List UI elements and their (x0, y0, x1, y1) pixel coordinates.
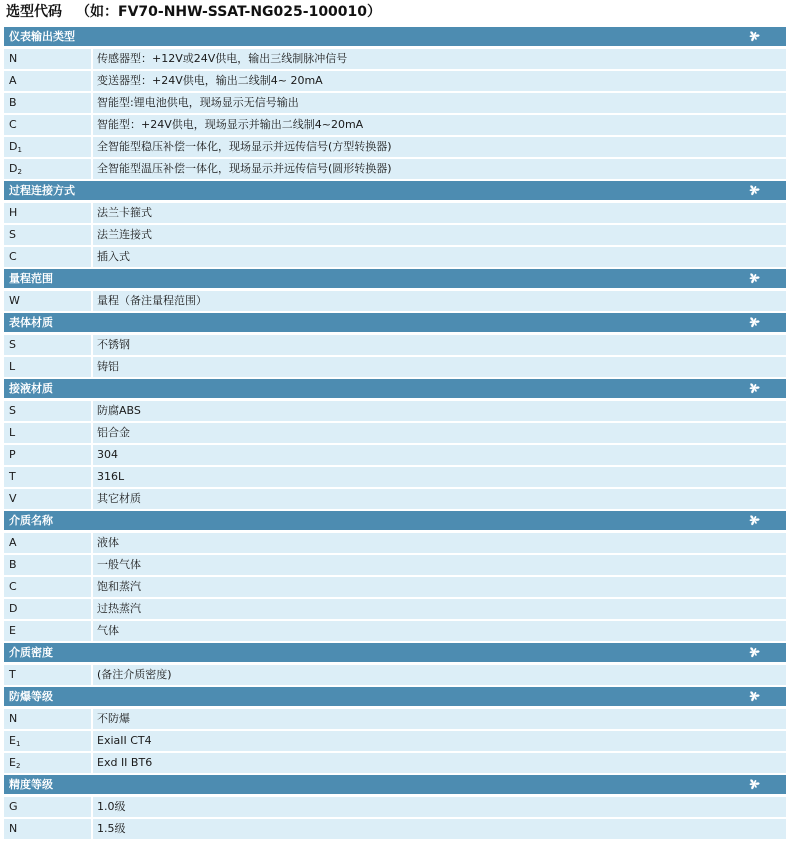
option-description: 传感器型：+12V或24V供电，输出三线制脉冲信号 (93, 49, 786, 69)
option-code-subscript: 2 (17, 168, 22, 176)
fan-icon (746, 644, 762, 660)
option-code: N (4, 709, 93, 729)
option-description: 气体 (93, 621, 786, 641)
option-code: A (4, 71, 93, 91)
option-description: 智能型：+24V供电，现场显示并输出二线制4~20mA (93, 115, 786, 135)
section-title: 接液材质 (9, 382, 53, 395)
table-row (4, 401, 786, 423)
option-description: 304 (93, 445, 786, 465)
option-description: 1.0级 (93, 797, 786, 817)
option-code: L (4, 423, 93, 443)
option-description: 法兰卡箍式 (93, 203, 786, 223)
option-code: T (4, 467, 93, 487)
section-title: 介质密度 (9, 646, 53, 659)
section-header-range (4, 269, 786, 291)
option-code: L (4, 357, 93, 377)
option-code: S (4, 335, 93, 355)
option-description: 铝合金 (93, 423, 786, 443)
table-row (4, 137, 786, 159)
section-header-output-type (4, 27, 786, 49)
table-row (4, 225, 786, 247)
option-code: S (4, 225, 93, 245)
option-code: B (4, 93, 93, 113)
fan-icon (746, 270, 762, 286)
table-row (4, 665, 786, 687)
selection-code-table (4, 26, 786, 841)
example-code: （如：FV70-NHW-SSAT-NG025-100010） (76, 4, 382, 20)
section-header-medium-density (4, 643, 786, 665)
table-row (4, 247, 786, 269)
option-description: ExiaII CT4 (93, 731, 786, 751)
section-title: 精度等级 (9, 778, 53, 791)
option-description: 过热蒸汽 (93, 599, 786, 619)
table-row (4, 731, 786, 753)
option-code: V (4, 489, 93, 509)
table-row (4, 599, 786, 621)
option-code-subscript: 1 (17, 146, 22, 154)
table-row (4, 203, 786, 225)
option-code: T (4, 665, 93, 685)
table-row (4, 291, 786, 313)
table-row (4, 621, 786, 643)
option-description: 不防爆 (93, 709, 786, 729)
section-header-body-material (4, 313, 786, 335)
fan-icon (746, 182, 762, 198)
option-code-subscript: 2 (15, 762, 21, 770)
table-row (4, 819, 786, 841)
option-code: $E_1$ (4, 731, 93, 751)
section-title: 过程连接方式 (9, 184, 75, 197)
fan-icon (746, 380, 762, 396)
section-header-wetted-material (4, 379, 786, 401)
option-code: H (4, 203, 93, 223)
option-code: E (4, 621, 93, 641)
option-description: 防腐ABS (93, 401, 786, 421)
fan-icon (746, 512, 762, 528)
section-title: 仪表输出类型 (9, 30, 75, 43)
section-title: 量程范围 (9, 272, 53, 285)
table-row (4, 467, 786, 489)
option-code: B (4, 555, 93, 575)
table-row (4, 115, 786, 137)
page-title: 选型代码 (6, 4, 62, 20)
option-code: $D_1$ (4, 137, 93, 157)
option-code: S (4, 401, 93, 421)
section-title: 介质名称 (9, 514, 53, 527)
option-description: 1.5级 (93, 819, 786, 839)
option-description: 饱和蒸汽 (93, 577, 786, 597)
option-description: 316L (93, 467, 786, 487)
option-code: $D_2$ (4, 159, 93, 179)
option-code: C (4, 247, 93, 267)
table-row (4, 797, 786, 819)
section-header-process-connection (4, 181, 786, 203)
option-code: N (4, 819, 93, 839)
table-row (4, 445, 786, 467)
option-description: 液体 (93, 533, 786, 553)
option-description: 铸铝 (93, 357, 786, 377)
option-description: 法兰连接式 (93, 225, 786, 245)
option-code: N (4, 49, 93, 69)
option-code: W (4, 291, 93, 311)
option-description: 一般气体 (93, 555, 786, 575)
section-header-medium-name (4, 511, 786, 533)
table-row (4, 555, 786, 577)
fan-icon (746, 776, 762, 792)
section-title: 防爆等级 (9, 690, 53, 703)
option-code: G (4, 797, 93, 817)
table-row (4, 489, 786, 511)
table-row (4, 159, 786, 181)
option-description: 不锈钢 (93, 335, 786, 355)
table-row (4, 709, 786, 731)
option-description: (备注介质密度) (93, 665, 786, 685)
option-description: 插入式 (93, 247, 786, 267)
option-code-subscript: 1 (15, 740, 21, 748)
option-code: A (4, 533, 93, 553)
table-row (4, 357, 786, 379)
option-code: P (4, 445, 93, 465)
option-description: 全智能型温压补偿一体化，现场显示并远传信号(圆形转换器) (93, 159, 786, 179)
option-description: 全智能型稳压补偿一体化，现场显示并远传信号(方型转换器) (93, 137, 786, 157)
option-description: 智能型:锂电池供电，现场显示无信号输出 (93, 93, 786, 113)
table-row (4, 71, 786, 93)
table-row (4, 49, 786, 71)
section-title: 表体材质 (9, 316, 53, 329)
section-header-accuracy (4, 775, 786, 797)
option-code: D (4, 599, 93, 619)
table-row (4, 93, 786, 115)
fan-icon (746, 28, 762, 44)
page-title-bar (0, 0, 790, 26)
option-description: 量程（备注量程范围） (93, 291, 786, 311)
fan-icon (746, 314, 762, 330)
option-description: 变送器型：+24V供电，输出二线制4~ 20mA (93, 71, 786, 91)
table-row (4, 533, 786, 555)
fan-icon (746, 688, 762, 704)
table-row (4, 577, 786, 599)
table-row (4, 753, 786, 775)
option-code: C (4, 115, 93, 135)
option-description: Exd II BT6 (93, 753, 786, 773)
section-header-explosion-proof (4, 687, 786, 709)
option-description: 其它材质 (93, 489, 786, 509)
table-row (4, 423, 786, 445)
option-code: C (4, 577, 93, 597)
table-row (4, 335, 786, 357)
option-code: $E_2$ (4, 753, 93, 773)
